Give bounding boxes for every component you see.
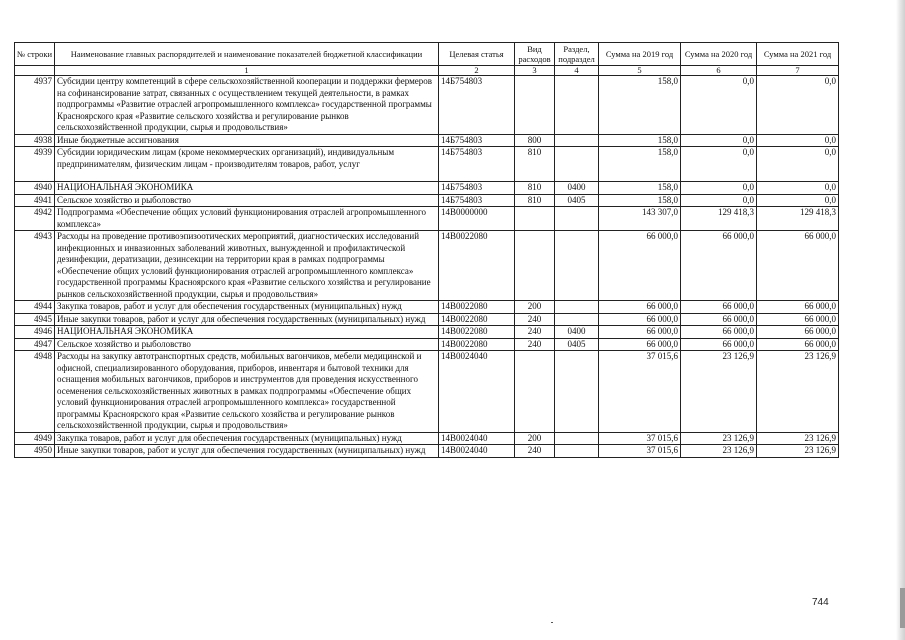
row-sum-2020: 66 000,0 — [681, 301, 757, 314]
row-kind: 240 — [515, 338, 555, 351]
row-sum-2021: 23 126,9 — [757, 351, 839, 433]
row-name: Закупка товаров, работ и услуг для обеспечения государственных (муниципальных) нужд — [55, 301, 439, 314]
row-section — [555, 231, 599, 301]
row-sum-2019: 66 000,0 — [599, 326, 681, 339]
scan-speck — [551, 622, 553, 623]
row-sum-2021: 66 000,0 — [757, 231, 839, 301]
row-target-code: 14В0024040 — [439, 351, 515, 433]
row-kind: 240 — [515, 313, 555, 326]
row-number: 4938 — [15, 134, 55, 147]
row-kind: 810 — [515, 182, 555, 195]
row-sum-2019: 66 000,0 — [599, 231, 681, 301]
row-kind: 240 — [515, 445, 555, 458]
row-section: 0405 — [555, 338, 599, 351]
table-row — [15, 134, 839, 147]
budget-table-body — [15, 76, 839, 458]
row-name: Подпрограмма «Обеспечение общих условий функционирования отраслей агропромышленного комплекса» — [55, 207, 439, 231]
row-number: 4950 — [15, 445, 55, 458]
scan-edge-shadow — [896, 0, 905, 640]
column-number: 2 — [439, 66, 515, 76]
row-sum-2020: 66 000,0 — [681, 231, 757, 301]
table-header-row — [15, 43, 839, 66]
row-sum-2019: 66 000,0 — [599, 301, 681, 314]
row-target-code: 14Б754803 — [439, 182, 515, 195]
row-sum-2021: 0,0 — [757, 134, 839, 147]
row-kind — [515, 76, 555, 135]
table-row — [15, 182, 839, 195]
row-number: 4944 — [15, 301, 55, 314]
row-sum-2021: 0,0 — [757, 194, 839, 207]
row-section — [555, 76, 599, 135]
row-name: Расходы на закупку автотранспортных средств, мобильных вагончиков, мебели медицинской и офисной, специализированного оборудования, приборов, инвентаря и бытовой техники для оснащения мобильных вагончиков, приборов и инструментов для проведения искусственного осеменения сельскохозяйственных животных в рамках подпрограммы «Обеспечение общих условий функционирования отраслей агропромышленного комплекса» государственной программы Красноярского края «Развитие сельского хозяйства и регулирование рынков сельскохозяйственной продукции, сырья и продовольствия» — [55, 351, 439, 433]
row-target-code: 14В0024040 — [439, 445, 515, 458]
row-sum-2021: 66 000,0 — [757, 313, 839, 326]
row-target-code: 14Б754803 — [439, 194, 515, 207]
row-section — [555, 147, 599, 182]
row-sum-2020: 66 000,0 — [681, 338, 757, 351]
row-kind: 810 — [515, 194, 555, 207]
header-row-no: № строки — [15, 43, 55, 66]
column-number: 1 — [55, 66, 439, 76]
row-kind: 200 — [515, 432, 555, 445]
row-number: 4949 — [15, 432, 55, 445]
row-number: 4940 — [15, 182, 55, 195]
row-sum-2020: 0,0 — [681, 194, 757, 207]
table-row — [15, 326, 839, 339]
table-row — [15, 194, 839, 207]
row-section — [555, 351, 599, 433]
table-row — [15, 301, 839, 314]
row-target-code: 14В0022080 — [439, 231, 515, 301]
row-sum-2019: 158,0 — [599, 194, 681, 207]
row-section — [555, 134, 599, 147]
row-section — [555, 301, 599, 314]
row-number: 4941 — [15, 194, 55, 207]
row-name: НАЦИОНАЛЬНАЯ ЭКОНОМИКА — [55, 182, 439, 195]
row-sum-2020: 0,0 — [681, 76, 757, 135]
row-kind: 240 — [515, 326, 555, 339]
row-sum-2021: 0,0 — [757, 147, 839, 182]
row-number: 4947 — [15, 338, 55, 351]
table-row — [15, 351, 839, 433]
row-target-code: 14Б754803 — [439, 147, 515, 182]
row-name: Расходы на проведение противоэпизоотических мероприятий, диагностических исследований инфекционных и инвазионных заболеваний животных, вынужденной и профилактической дезинфекции, дератизации, дезинсекции на территории края в рамках подпрограммы «Обеспечение общих условий функционирования отраслей агропромышленного комплекса» государственной программы Красноярского края «Развитие сельского хозяйства и регулирование рынков сельскохозяйственной продукции, сырья и продовольствия» — [55, 231, 439, 301]
row-kind — [515, 351, 555, 433]
row-name: НАЦИОНАЛЬНАЯ ЭКОНОМИКА — [55, 326, 439, 339]
row-number: 4942 — [15, 207, 55, 231]
row-number: 4937 — [15, 76, 55, 135]
row-sum-2021: 0,0 — [757, 76, 839, 135]
row-sum-2021: 0,0 — [757, 182, 839, 195]
row-number: 4948 — [15, 351, 55, 433]
row-number: 4939 — [15, 147, 55, 182]
row-section — [555, 207, 599, 231]
row-number: 4945 — [15, 313, 55, 326]
table-row — [15, 313, 839, 326]
row-sum-2021: 129 418,3 — [757, 207, 839, 231]
header-sum-2020: Сумма на 2020 год — [681, 43, 757, 66]
table-row — [15, 445, 839, 458]
row-target-code: 14Б754803 — [439, 134, 515, 147]
budget-table — [14, 42, 839, 458]
row-section — [555, 445, 599, 458]
table-row — [15, 338, 839, 351]
table-row — [15, 147, 839, 182]
column-number: 7 — [757, 66, 839, 76]
table-row — [15, 76, 839, 135]
row-sum-2021: 23 126,9 — [757, 445, 839, 458]
column-number: 5 — [599, 66, 681, 76]
row-name: Сельское хозяйство и рыболовство — [55, 194, 439, 207]
column-number-row — [15, 66, 839, 76]
row-section: 0400 — [555, 182, 599, 195]
header-sum-2021: Сумма на 2021 год — [757, 43, 839, 66]
row-sum-2019: 37 015,6 — [599, 351, 681, 433]
row-sum-2020: 0,0 — [681, 147, 757, 182]
row-sum-2019: 66 000,0 — [599, 313, 681, 326]
row-kind: 810 — [515, 147, 555, 182]
row-name: Иные бюджетные ассигнования — [55, 134, 439, 147]
row-name: Субсидии юридическим лицам (кроме некоммерческих организаций), индивидуальным предпринимателям, физическим лицам - производителям товаров, работ, услуг — [55, 147, 439, 182]
row-sum-2020: 23 126,9 — [681, 432, 757, 445]
row-target-code: 14Б754803 — [439, 76, 515, 135]
row-sum-2020: 0,0 — [681, 182, 757, 195]
row-sum-2019: 66 000,0 — [599, 338, 681, 351]
row-section — [555, 313, 599, 326]
row-sum-2020: 66 000,0 — [681, 326, 757, 339]
row-name: Иные закупки товаров, работ и услуг для обеспечения государственных (муниципальных) нужд — [55, 313, 439, 326]
row-kind: 800 — [515, 134, 555, 147]
row-sum-2019: 158,0 — [599, 182, 681, 195]
row-sum-2019: 158,0 — [599, 134, 681, 147]
row-sum-2021: 66 000,0 — [757, 326, 839, 339]
row-target-code: 14В0022080 — [439, 313, 515, 326]
row-sum-2021: 23 126,9 — [757, 432, 839, 445]
table-row — [15, 432, 839, 445]
row-target-code: 14В0022080 — [439, 301, 515, 314]
row-section: 0400 — [555, 326, 599, 339]
row-section — [555, 432, 599, 445]
row-target-code: 14В0024040 — [439, 432, 515, 445]
table-row — [15, 207, 839, 231]
row-target-code: 14В0022080 — [439, 338, 515, 351]
table-row — [15, 231, 839, 301]
row-kind — [515, 207, 555, 231]
row-sum-2021: 66 000,0 — [757, 338, 839, 351]
header-section: Раздел, подраздел — [555, 43, 599, 66]
row-name: Иные закупки товаров, работ и услуг для обеспечения государственных (муниципальных) нужд — [55, 445, 439, 458]
row-number: 4946 — [15, 326, 55, 339]
column-number: 4 — [555, 66, 599, 76]
row-sum-2020: 23 126,9 — [681, 445, 757, 458]
column-number: 3 — [515, 66, 555, 76]
header-kind: Вид расходов — [515, 43, 555, 66]
column-number-row-no — [15, 66, 55, 76]
row-name: Субсидии центру компетенций в сфере сельскохозяйственной кооперации и поддержки фермеров на софинансирование затрат, связанных с осуществлением текущей деятельности, в рамках подпрограммы «Развитие отраслей агропромышленного комплекса» государственной программы Красноярского края «Развитие сельского хозяйства и регулирование рынков сельскохозяйственной продукции, сырья и продовольствия» — [55, 76, 439, 135]
row-sum-2021: 66 000,0 — [757, 301, 839, 314]
row-number: 4943 — [15, 231, 55, 301]
row-sum-2019: 37 015,6 — [599, 432, 681, 445]
row-sum-2020: 129 418,3 — [681, 207, 757, 231]
row-name: Сельское хозяйство и рыболовство — [55, 338, 439, 351]
header-target: Целевая статья — [439, 43, 515, 66]
header-name: Наименование главных распорядителей и наименование показателей бюджетной классификации — [55, 43, 439, 66]
budget-sheet — [14, 42, 838, 458]
row-target-code: 14В0022080 — [439, 326, 515, 339]
row-sum-2019: 143 307,0 — [599, 207, 681, 231]
row-name: Закупка товаров, работ и услуг для обеспечения государственных (муниципальных) нужд — [55, 432, 439, 445]
row-target-code: 14В0000000 — [439, 207, 515, 231]
row-sum-2019: 158,0 — [599, 76, 681, 135]
row-section: 0405 — [555, 194, 599, 207]
row-kind: 200 — [515, 301, 555, 314]
row-kind — [515, 231, 555, 301]
row-sum-2019: 37 015,6 — [599, 445, 681, 458]
row-sum-2020: 66 000,0 — [681, 313, 757, 326]
row-sum-2020: 0,0 — [681, 134, 757, 147]
row-sum-2019: 158,0 — [599, 147, 681, 182]
row-sum-2020: 23 126,9 — [681, 351, 757, 433]
header-sum-2019: Сумма на 2019 год — [599, 43, 681, 66]
column-number: 6 — [681, 66, 757, 76]
page-number: 744 — [812, 597, 829, 608]
